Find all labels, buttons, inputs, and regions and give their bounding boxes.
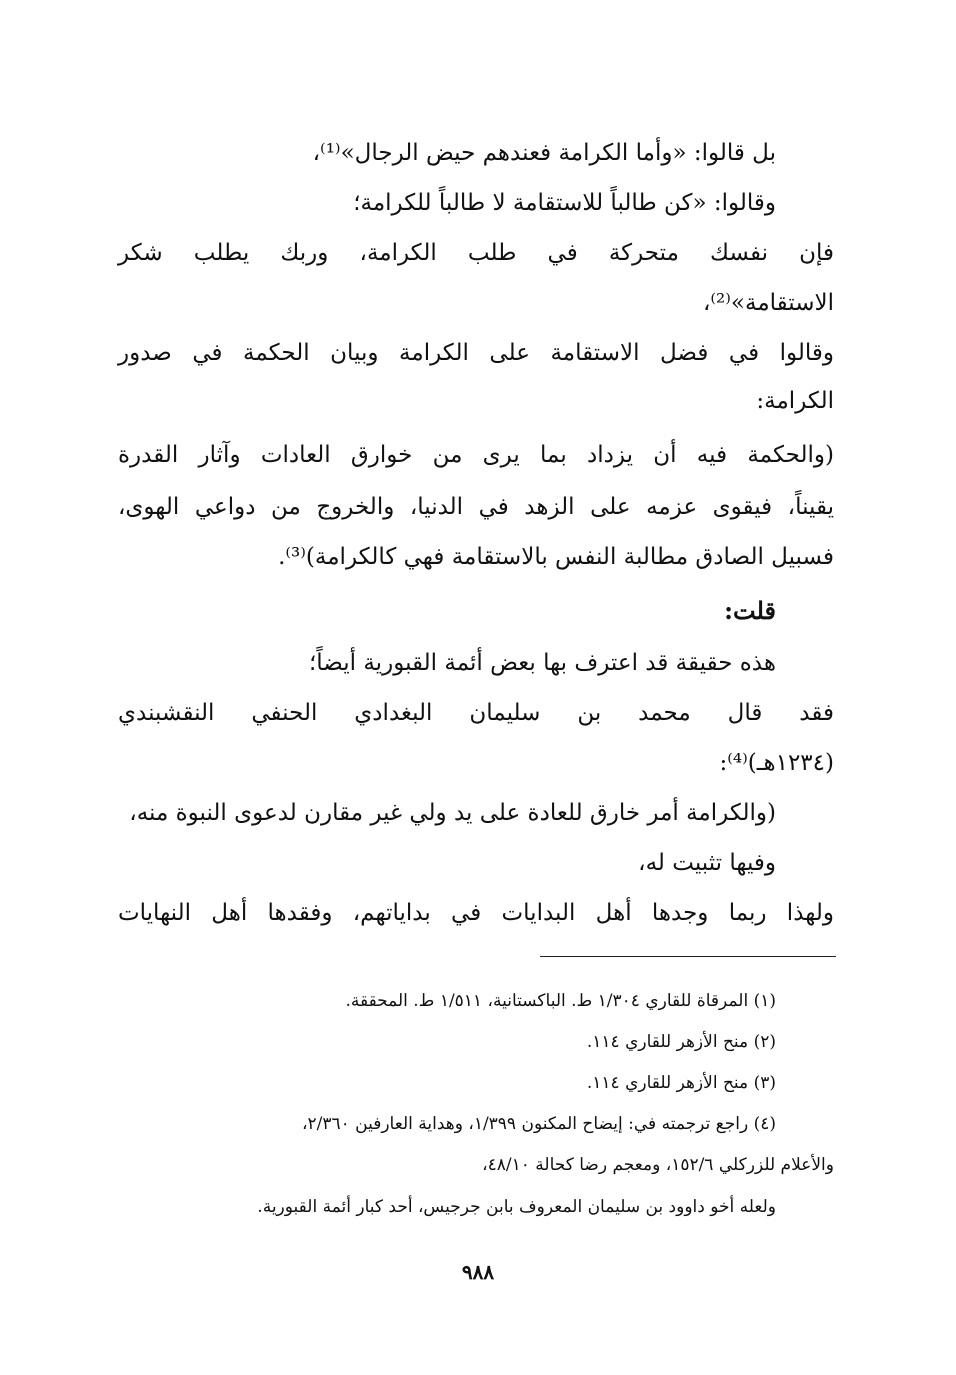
body-line-7: (والحكمة فيه أن يزداد بما يرى من خوارق العادات وآثار القدرة (118, 442, 834, 468)
footnote-4-note: ولعله أخو داوود بن سليمان المعروف بابن جرجيس، أحد كبار أئمة القبورية. (257, 1197, 776, 1217)
body-line-3: فإن نفسك متحركة في طلب الكرامة، وربك يطلب شكر (118, 240, 834, 266)
body-line-11: هذه حقيقة قد اعترف بها بعض أئمة القبورية أيضاً؛ (308, 650, 776, 676)
body-line-12: فقد قال محمد بن سليمان البغدادي الحنفي النقشبندي (118, 700, 834, 726)
section-heading: قلت: (724, 596, 776, 625)
footnote-2: (٢) منح الأزهر للقاري ١١٤. (586, 1032, 776, 1052)
footnote-4: (٤) راجع ترجمته في: إيضاح المكنون ١/٣٩٩، وهداية العارفين ٢/٣٦٠، (301, 1114, 776, 1134)
page-number: ٩٨٨ (461, 1260, 495, 1284)
footnote-3: (٣) منح الأزهر للقاري ١١٤. (586, 1073, 776, 1093)
body-line-6: الكرامة: (756, 388, 834, 414)
body-line-4: الاستقامة»⁽²⁾، (702, 290, 834, 316)
body-line-14: (والكرامة أمر خارق للعادة على يد ولي غير مقارن لدعوى النبوة منه، (129, 800, 776, 826)
body-line-16: ولهذا ربما وجدها أهل البدايات في بداياتهم، وفقدها أهل النهايات (118, 900, 834, 926)
footnote-4-cont: والأعلام للزركلي ١٥٢/٦، ومعجم رضا كحالة ٤٨/١٠، (482, 1155, 834, 1175)
footnote-1: (١) المرقاة للقاري ١/٣٠٤ ط. الباكستانية، ١/٥١١ ط. المحققة. (345, 991, 776, 1011)
body-line-2: وقالوا: «كن طالباً للاستقامة لا طالباً للكرامة؛ (353, 190, 776, 216)
body-line-5: وقالوا في فضل الاستقامة على الكرامة وبيان الحكمة في صدور (118, 340, 834, 366)
body-line-13: (١٢٣٤هـ)⁽⁴⁾: (719, 750, 834, 776)
body-line-8: يقيناً، فيقوى عزمه على الزهد في الدنيا، والخروج من دواعي الهوى، (118, 494, 834, 520)
body-line-15: وفيها تثبيت له، (638, 850, 776, 876)
footnote-separator (540, 956, 836, 957)
body-line-1: بل قالوا: «وأما الكرامة فعندهم حيض الرجال»⁽¹⁾، (312, 140, 776, 166)
body-line-9: فسبيل الصادق مطالبة النفس بالاستقامة فهي كالكرامة)⁽³⁾. (278, 544, 834, 570)
